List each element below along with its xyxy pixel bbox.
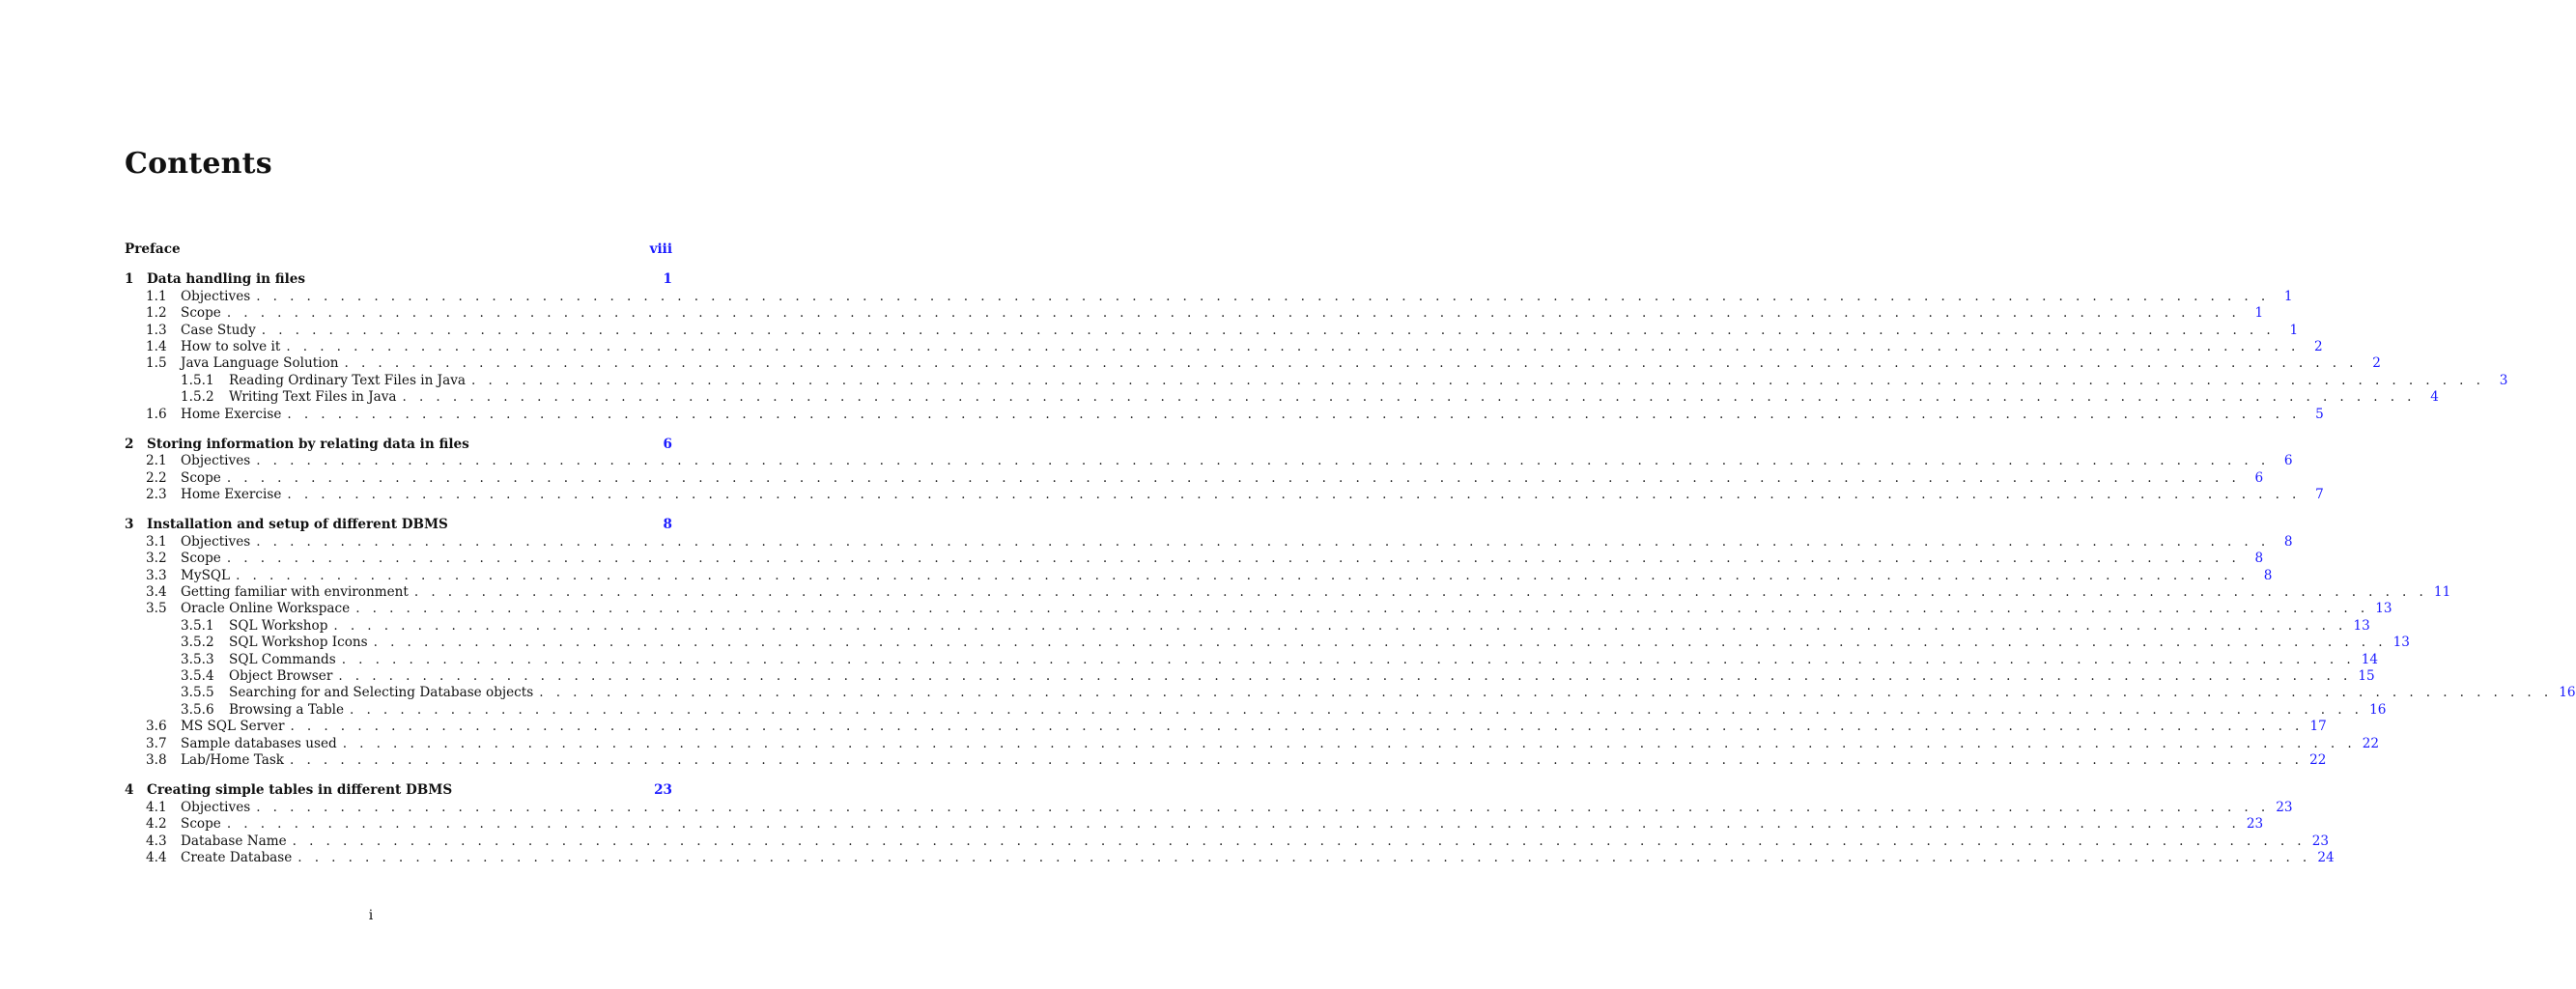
toc-entry-title: Case Study [181,322,256,338]
table-of-contents [125,241,2576,866]
toc-entry-title: SQL Workshop [229,617,328,634]
toc-entry[interactable] [125,617,2370,635]
toc-entry-page[interactable]: 23 [2246,816,2264,833]
toc-entry[interactable] [125,551,2264,567]
toc-entry-title: Searching for and Selecting Database objects [229,685,534,701]
dot-leader: . . . . . . . . . . . . . . . . . . . . . . . . . . . . . . . . . . . . . . . . . . . . . . . . . . . . . . . . . . . . . . . . . . . . . . . . . . . . . . . . . . . . . . . . . . . . . . . . . . . . . . . . . . . . . . . . . . . . . . . . [256,533,2270,550]
toc-entry-title: Home Exercise [181,487,282,503]
dot-leader: . . . . . . . . . . . . . . . . . . . . . . . . . . . . . . . . . . . . . . . . . . . . . . . . . . . . . . . . . . . . . . . . . . . . . . . . . . . . . . . . . . . . . . . . . . . . . . . . . . . . . . . . . . . . . . . . . . . . . . . . [226,469,2241,486]
dot-leader: . . . . . . . . . . . . . . . . . . . . . . . . . . . . . . . . . . . . . . . . . . . . . . . . . . . . . . . . . . . . . . . . . . . . . . . . . . . . . . . . . . . . . . . . . . . . . . . . . . . . . . . . . . . . . . . . . . . . . . . . [297,849,2311,865]
toc-entry[interactable] [125,487,2324,503]
toc-chapter-title: Installation and setup of different DBMS [147,517,448,533]
toc-entry-number: 3.5.5 [181,685,214,701]
toc-chapter-page[interactable]: 8 [663,517,672,533]
dot-leader: . . . . . . . . . . . . . . . . . . . . . . . . . . . . . . . . . . . . . . . . . . . . . . . . . . . . . . . . . . . . . . . . . . . . . . . . . . . . . . . . . . . . . . . . . . . . . . . . . . . . . . . . . . . . . . . . . . . . . . . . [226,816,2241,833]
dot-leader: . . . . . . . . . . . . . . . . . . . . . . . . . . . . . . . . . . . . . . . . . . . . . . . . . . . . . . . . . . . . . . . . . . . . . . . . . . . . . . . . . . . . . . . . . . . . . . . . . . . . . . . . . . . . . . . . . . . . . . . . [287,487,2301,503]
toc-entry[interactable] [125,751,2327,769]
toc-entry-page[interactable]: 2 [2314,338,2323,354]
toc-entry-page[interactable]: 23 [2276,799,2293,815]
toc-entry[interactable] [125,651,2379,668]
toc-chapter-page[interactable]: 1 [663,271,672,288]
toc-entry-title: Objectives [181,799,251,815]
toc-entry-number: 3.1 [146,533,167,550]
toc-entry-number: 3.5.2 [181,635,214,651]
toc-chapter-page[interactable]: 6 [663,436,672,452]
toc-entry-page[interactable]: 8 [2254,551,2264,567]
dot-leader: . . . . . . . . . . . . . . . . . . . . . . . . . . . . . . . . . . . . . . . . . . . . . . . . . . . . . . . . . . . . . . . . . . . . . . . . . . . . . . . . . . . . . . . . . . . . . . . . . . . . . . . . . . . . . . . . . . . . . . . . [338,667,2352,684]
toc-entry-number: 1.6 [146,406,167,422]
toc-entry[interactable] [125,701,2387,719]
dot-leader: . . . . . . . . . . . . . . . . . . . . . . . . . . . . . . . . . . . . . . . . . . . . . . . . . . . . . . . . . . . . . . . . . . . . . . . . . . . . . . . . . . . . . . . . . . . . . . . . . . . . . . . . . . . . . . . . . . . . . . . . [373,635,2387,651]
toc-entry[interactable] [125,667,2375,685]
toc-entry-number: 3.5.3 [181,651,214,667]
toc-entry-number: 3.7 [146,735,167,751]
toc-entry[interactable] [125,406,2324,423]
toc-entry-number: 3.5.1 [181,617,214,634]
toc-entry-number: 2.2 [146,469,167,486]
toc-entry[interactable] [125,533,2293,551]
toc-entry-title: MS SQL Server [181,719,285,735]
toc-entry-page[interactable]: 16 [2559,685,2576,701]
toc-entry-page[interactable]: 16 [2369,701,2387,718]
toc-chapter-3[interactable] [125,517,672,533]
toc-entry[interactable] [125,601,2392,617]
toc-chapter-1[interactable] [125,271,672,288]
toc-entry-title: Java Language Solution [181,355,339,372]
dot-leader: . . . . . . . . . . . . . . . . . . . . . . . . . . . . . . . . . . . . . . . . . . . . . . . . . . . . . . . . . . . . . . . . . . . . . . . . . . . . . . . . . . . . . . . . . . . . . . . . . . . . . . . . . . . . . . . . . . . . . . . . [350,701,2364,718]
toc-entry[interactable] [125,355,2381,372]
toc-entry[interactable] [125,735,2380,752]
toc-entry-number: 4.3 [146,833,167,849]
toc-entry[interactable] [125,635,2410,651]
dot-leader: . . . . . . . . . . . . . . . . . . . . . . . . . . . . . . . . . . . . . . . . . . . . . . . . . . . . . . . . . . . . . . . . . . . . . . . . . . . . . . . . . . . . . . . . . . . . . . . . . . . . . . . . . . . . . . . . . . . . . . . . [344,355,2358,372]
toc-entry-page[interactable]: 4 [2430,389,2439,406]
dot-leader: . . . . . . . . . . . . . . . . . . . . . . . . . . . . . . . . . . . . . . . . . . . . . . . . . . . . . . . . . . . . . . . . . . . . . . . . . . . . . . . . . . . . . . . . . . . . . . . . . . . . . . . . . . . . . . . . . . . . . . . . [413,584,2428,601]
toc-entry-page[interactable]: 14 [2361,651,2379,667]
toc-entry-page[interactable]: 24 [2317,849,2335,865]
toc-entry[interactable] [125,389,2439,406]
dot-leader: . . . . . . . . . . . . . . . . . . . . . . . . . . . . . . . . . . . . . . . . . . . . . . . . . . . . . . . . . . . . . . . . . . . . . . . . . . . . . . . . . . . . . . . . . . . . . . . . . . . . . . . . . . . . . . . . . . . . . . . . [256,799,2270,815]
toc-entry-title: Create Database [181,849,293,865]
toc-entry-number: 1.1 [146,288,167,304]
toc-chapter-title: Creating simple tables in different DBMS [147,782,453,799]
toc-entry[interactable] [125,305,2264,322]
toc-entry-title: Database Name [181,833,287,849]
dot-leader: . . . . . . . . . . . . . . . . . . . . . . . . . . . . . . . . . . . . . . . . . . . . . . . . . . . . . . . . . . . . . . . . . . . . . . . . . . . . . . . . . . . . . . . . . . . . . . . . . . . . . . . . . . . . . . . . . . . . . . . . [292,833,2306,849]
toc-entry-title: Scope [181,469,221,486]
toc-entry-page[interactable]: 15 [2358,667,2375,684]
toc-entry[interactable] [125,453,2293,469]
dot-leader: . . . . . . . . . . . . . . . . . . . . . . . . . . . . . . . . . . . . . . . . . . . . . . . . . . . . . . . . . . . . . . . . . . . . . . . . . . . . . . . . . . . . . . . . . . . . . . . . . . . . . . . . . . . . . . . . . . . . . . . . [226,551,2241,567]
toc-entry-number: 1.3 [146,322,167,338]
toc-entry-number: 3.8 [146,751,167,768]
toc-entry-page[interactable]: 11 [2433,584,2451,601]
toc-entry[interactable] [125,584,2451,601]
toc-entry[interactable] [125,567,2273,584]
toc-entry-page[interactable]: 8 [2263,567,2273,583]
toc-entry-number: 3.5 [146,601,167,617]
dot-leader: . . . . . . . . . . . . . . . . . . . . . . . . . . . . . . . . . . . . . . . . . . . . . . . . . . . . . . . . . . . . . . . . . . . . . . . . . . . . . . . . . . . . . . . . . . . . . . . . . . . . . . . . . . . . . . . . . . . . . . . . [333,617,2347,634]
toc-entry-page[interactable]: 22 [2362,735,2380,751]
toc-entry-page[interactable]: 13 [2375,601,2392,617]
toc-entry-page[interactable]: 23 [2311,833,2329,849]
toc-chapter-number: 1 [125,271,134,288]
toc-entry-number: 3.6 [146,719,167,735]
toc-chapter-title: Data handling in files [147,271,306,288]
toc-entry-number: 1.4 [146,338,167,354]
toc-entry-page[interactable]: 17 [2309,719,2327,735]
toc-entry-page[interactable]: 22 [2309,751,2327,768]
dot-leader: . . . . . . . . . . . . . . . . . . . . . . . . . . . . . . . . . . . . . . . . . . . . . . . . . . . . . . . . . . . . . . . . . . . . . . . . . . . . . . . . . . . . . . . . . . . . . . . . . . . . . . . . . . . . . . . . . . . . . . . . [256,288,2270,304]
toc-entry-title: Reading Ordinary Text Files in Java [229,372,466,388]
toc-entry-page[interactable]: 13 [2392,635,2410,651]
toc-entry-number: 3.4 [146,584,167,601]
toc-entry-number: 3.2 [146,551,167,567]
toc-entry[interactable] [125,322,2299,339]
toc-entry-page[interactable]: 2 [2372,355,2381,372]
dot-leader: . . . . . . . . . . . . . . . . . . . . . . . . . . . . . . . . . . . . . . . . . . . . . . . . . . . . . . . . . . . . . . . . . . . . . . . . . . . . . . . . . . . . . . . . . . . . . . . . . . . . . . . . . . . . . . . . . . . . . . . . [226,305,2241,322]
toc-entry-title: Scope [181,551,221,567]
toc-entry[interactable] [125,719,2327,735]
toc-entry-page[interactable]: 1 [2254,305,2264,322]
toc-entry-title: Browsing a Table [229,701,345,718]
toc-entry-page[interactable]: 6 [2283,453,2293,469]
toc-chapter-4[interactable] [125,782,672,799]
toc-entry-title: Getting familiar with environment [181,584,409,601]
toc-entry-page[interactable]: 13 [2353,617,2370,634]
toc-entry[interactable] [125,338,2323,355]
toc-entry-title: MySQL [181,567,231,583]
toc-entry-title: Sample databases used [181,735,337,751]
toc-entry-title: Oracle Online Workspace [181,601,351,617]
toc-entry-number: 1.5.2 [181,389,214,406]
toc-entry[interactable] [125,372,2508,389]
toc-entry-preface[interactable] [125,241,672,258]
toc-entry-title: SQL Commands [229,651,336,667]
toc-entry-number: 2.3 [146,487,167,503]
toc-entry[interactable] [125,849,2335,866]
toc-entry-title: Scope [181,305,221,322]
toc-entry-page[interactable]: 6 [2254,469,2264,486]
toc-entry-number: 1.2 [146,305,167,322]
dot-leader: . . . . . . . . . . . . . . . . . . . . . . . . . . . . . . . . . . . . . . . . . . . . . . . . . . . . . . . . . . . . . . . . . . . . . . . . . . . . . . . . . . . . . . . . . . . . . . . . . . . . . . . . . . . . . . . . . . . . . . . . [539,685,2553,701]
toc-entry-title: Scope [181,816,221,833]
toc-entry-title: Object Browser [229,667,333,684]
toc-entry-number: 1.5.1 [181,372,214,388]
toc-entry[interactable] [125,469,2264,487]
toc-entry-page[interactable]: 8 [2283,533,2293,550]
toc-entry-page[interactable]: 3 [2499,372,2508,388]
dot-leader: . . . . . . . . . . . . . . . . . . . . . . . . . . . . . . . . . . . . . . . . . . . . . . . . . . . . . . . . . . . . . . . . . . . . . . . . . . . . . . . . . . . . . . . . . . . . . . . . . . . . . . . . . . . . . . . . . . . . . . . . [287,406,2301,422]
toc-chapter-number: 3 [125,517,134,533]
toc-entry-number: 3.5.6 [181,701,214,718]
dot-leader: . . . . . . . . . . . . . . . . . . . . . . . . . . . . . . . . . . . . . . . . . . . . . . . . . . . . . . . . . . . . . . . . . . . . . . . . . . . . . . . . . . . . . . . . . . . . . . . . . . . . . . . . . . . . . . . . . . . . . . . . [290,719,2304,735]
toc-entry-title: SQL Workshop Icons [229,635,368,651]
toc-entry-number: 4.1 [146,799,167,815]
dot-leader: . . . . . . . . . . . . . . . . . . . . . . . . . . . . . . . . . . . . . . . . . . . . . . . . . . . . . . . . . . . . . . . . . . . . . . . . . . . . . . . . . . . . . . . . . . . . . . . . . . . . . . . . . . . . . . . . . . . . . . . . [355,601,2369,617]
toc-chapter-page[interactable]: 23 [654,782,672,799]
toc-entry-title: Home Exercise [181,406,282,422]
toc-chapter-2[interactable] [125,437,672,453]
toc-entry[interactable] [125,685,2576,701]
dot-leader: . . . . . . . . . . . . . . . . . . . . . . . . . . . . . . . . . . . . . . . . . . . . . . . . . . . . . . . . . . . . . . . . . . . . . . . . . . . . . . . . . . . . . . . . . . . . . . . . . . . . . . . . . . . . . . . . . . . . . . . . [261,322,2276,338]
dot-leader: . . . . . . . . . . . . . . . . . . . . . . . . . . . . . . . . . . . . . . . . . . . . . . . . . . . . . . . . . . . . . . . . . . . . . . . . . . . . . . . . . . . . . . . . . . . . . . . . . . . . . . . . . . . . . . . . . . . . . . . . [471,372,2485,388]
toc-entry[interactable] [125,288,2293,305]
toc-entry[interactable] [125,816,2264,833]
toc-entry-number: 3.5.4 [181,667,214,684]
toc-entry-title: Objectives [181,288,251,304]
toc-entry-title: How to solve it [181,338,281,354]
toc-entry-title: Objectives [181,453,251,469]
dot-leader: . . . . . . . . . . . . . . . . . . . . . . . . . . . . . . . . . . . . . . . . . . . . . . . . . . . . . . . . . . . . . . . . . . . . . . . . . . . . . . . . . . . . . . . . . . . . . . . . . . . . . . . . . . . . . . . . . . . . . . . . [290,751,2304,768]
toc-entry-title: Preface [125,241,181,257]
dot-leader: . . . . . . . . . . . . . . . . . . . . . . . . . . . . . . . . . . . . . . . . . . . . . . . . . . . . . . . . . . . . . . . . . . . . . . . . . . . . . . . . . . . . . . . . . . . . . . . . . . . . . . . . . . . . . . . . . . . . . . . . [341,651,2356,667]
toc-entry-page[interactable]: 5 [2315,406,2324,422]
dot-leader: . . . . . . . . . . . . . . . . . . . . . . . . . . . . . . . . . . . . . . . . . . . . . . . . . . . . . . . . . . . . . . . . . . . . . . . . . . . . . . . . . . . . . . . . . . . . . . . . . . . . . . . . . . . . . . . . . . . . . . . . [286,338,2300,354]
toc-entry[interactable] [125,833,2329,850]
page-number: i [368,908,374,923]
toc-entry-number: 4.4 [146,849,167,865]
dot-leader: . . . . . . . . . . . . . . . . . . . . . . . . . . . . . . . . . . . . . . . . . . . . . . . . . . . . . . . . . . . . . . . . . . . . . . . . . . . . . . . . . . . . . . . . . . . . . . . . . . . . . . . . . . . . . . . . . . . . . . . . [236,567,2250,583]
toc-entry-number: 2.1 [146,453,167,469]
toc-entry-title: Writing Text Files in Java [229,389,397,406]
dot-leader: . . . . . . . . . . . . . . . . . . . . . . . . . . . . . . . . . . . . . . . . . . . . . . . . . . . . . . . . . . . . . . . . . . . . . . . . . . . . . . . . . . . . . . . . . . . . . . . . . . . . . . . . . . . . . . . . . . . . . . . . [342,735,2357,751]
toc-entry[interactable] [125,799,2293,816]
toc-entry-number: 1.5 [146,355,167,372]
page-title: Contents [125,147,272,181]
dot-leader: . . . . . . . . . . . . . . . . . . . . . . . . . . . . . . . . . . . . . . . . . . . . . . . . . . . . . . . . . . . . . . . . . . . . . . . . . . . . . . . . . . . . . . . . . . . . . . . . . . . . . . . . . . . . . . . . . . . . . . . . [256,453,2270,469]
toc-entry-page[interactable]: 1 [2283,288,2293,304]
toc-chapter-number: 2 [125,436,134,452]
toc-entry-page[interactable]: viii [649,241,672,257]
toc-chapter-title: Storing information by relating data in files [147,436,469,452]
toc-entry-number: 3.3 [146,567,167,583]
toc-entry-page[interactable]: 7 [2315,487,2324,503]
toc-entry-number: 4.2 [146,816,167,833]
dot-leader: . . . . . . . . . . . . . . . . . . . . . . . . . . . . . . . . . . . . . . . . . . . . . . . . . . . . . . . . . . . . . . . . . . . . . . . . . . . . . . . . . . . . . . . . . . . . . . . . . . . . . . . . . . . . . . . . . . . . . . . . [402,389,2416,406]
toc-entry-title: Objectives [181,533,251,550]
toc-chapter-number: 4 [125,782,134,799]
toc-entry-title: Lab/Home Task [181,751,285,768]
toc-entry-page[interactable]: 1 [2289,322,2299,338]
